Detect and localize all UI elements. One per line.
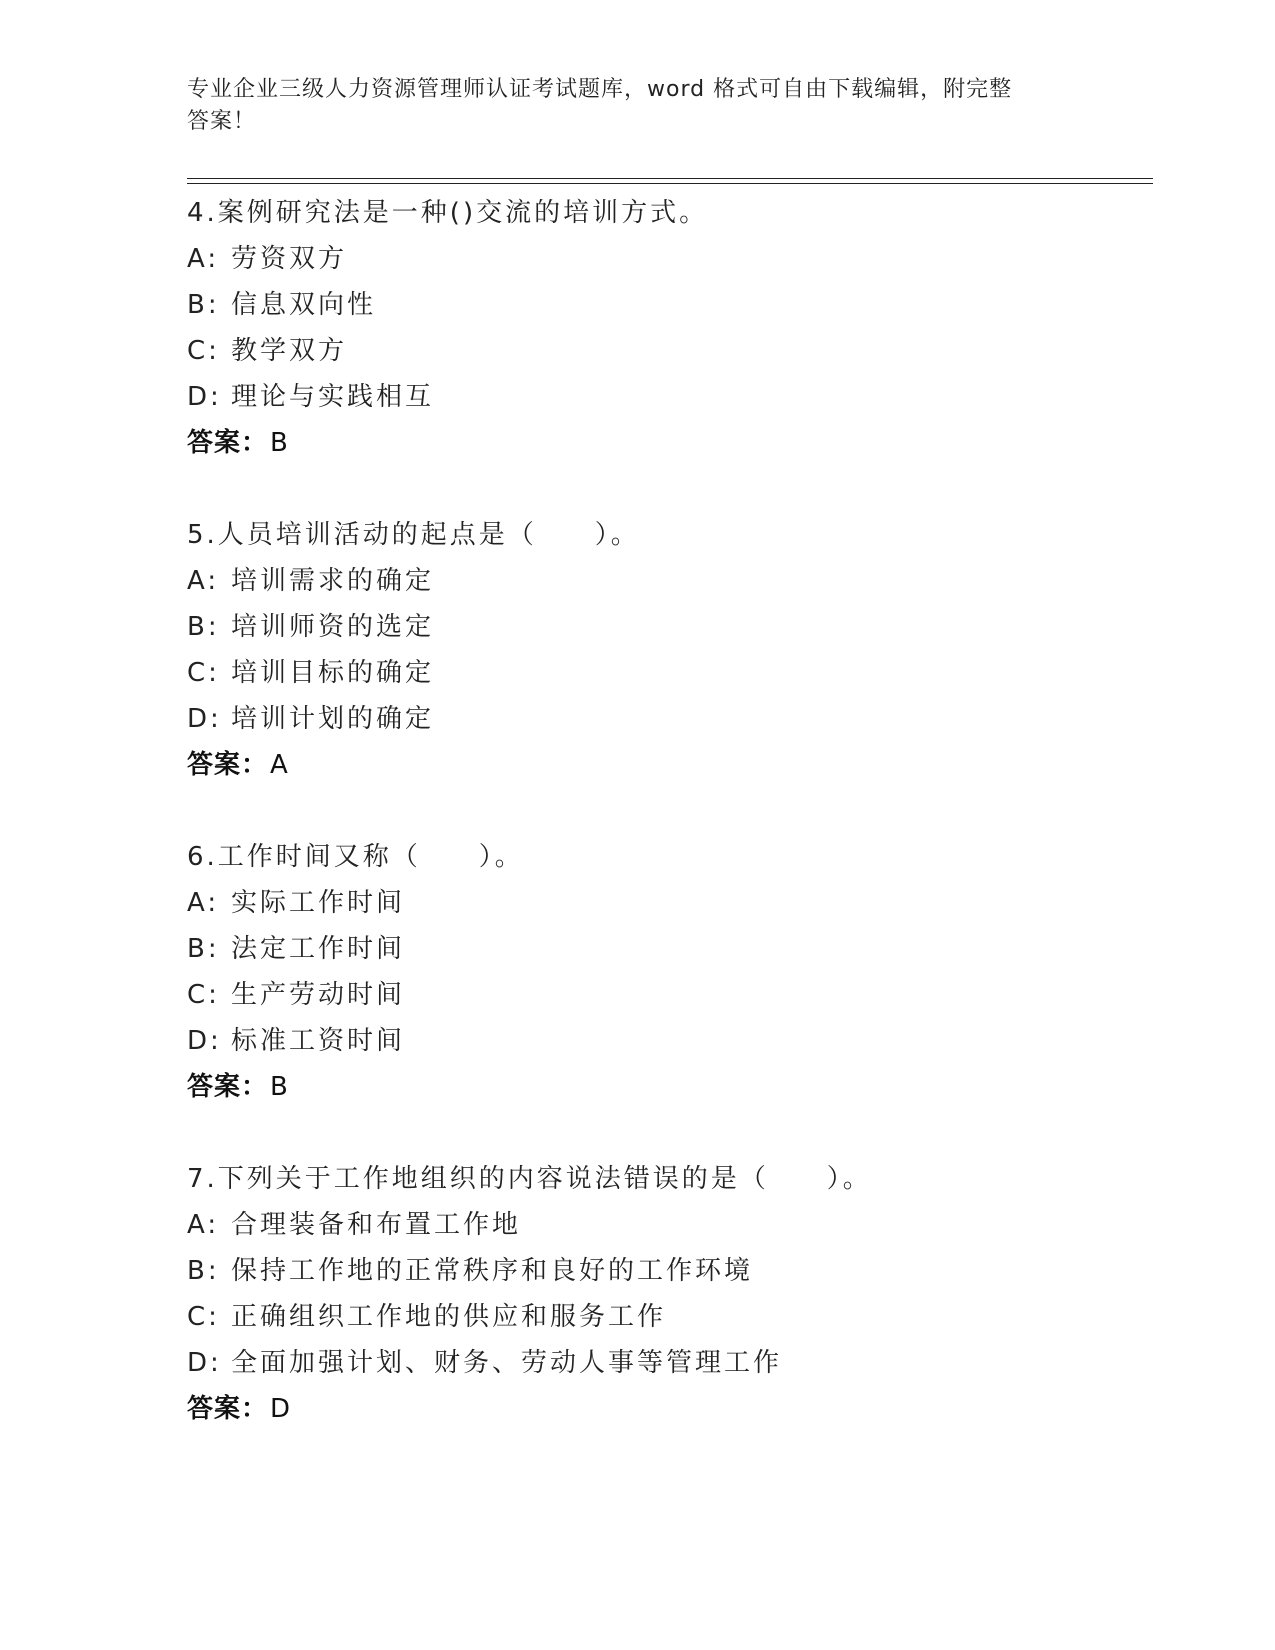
question-7 xyxy=(187,1156,1147,1432)
answer-label: 答案： xyxy=(187,1072,269,1102)
option-key: D: xyxy=(187,1026,222,1056)
option-key: D: xyxy=(187,704,222,734)
option-text: 培训目标的确定 xyxy=(231,658,435,688)
option-key: A: xyxy=(187,244,220,274)
option-b xyxy=(187,1248,1147,1294)
question-list xyxy=(187,190,1147,1432)
option-b xyxy=(187,926,1147,972)
option-text: 保持工作地的正常秩序和良好的工作环境 xyxy=(231,1256,754,1286)
question-5 xyxy=(187,512,1147,788)
option-text: 合理装备和布置工作地 xyxy=(231,1210,522,1240)
option-text: 信息双向性 xyxy=(231,290,377,320)
option-key: C: xyxy=(187,980,220,1010)
question-stem: 4.案例研究法是一种()交流的培训方式。 xyxy=(187,198,709,228)
option-key: B: xyxy=(187,1256,220,1286)
header-divider-top xyxy=(187,178,1153,179)
option-d xyxy=(187,1018,1147,1064)
option-text: 理论与实践相互 xyxy=(231,382,435,412)
answer-line xyxy=(187,1064,1147,1110)
option-key: B: xyxy=(187,934,220,964)
header-line-2: 答案！ xyxy=(187,109,257,134)
header-divider-bottom xyxy=(187,183,1153,184)
option-text: 标准工资时间 xyxy=(231,1026,406,1056)
answer-line xyxy=(187,420,1147,466)
question-stem: 6.工作时间又称（ ）。 xyxy=(187,842,524,872)
document-header xyxy=(187,74,1087,138)
option-d xyxy=(187,1340,1147,1386)
option-text: 全面加强计划、财务、劳动人事等管理工作 xyxy=(231,1348,783,1378)
option-text: 教学双方 xyxy=(231,336,348,366)
option-text: 正确组织工作地的供应和服务工作 xyxy=(231,1302,667,1332)
option-key: D: xyxy=(187,1348,222,1378)
answer-value: B xyxy=(270,1072,289,1102)
option-c xyxy=(187,1294,1147,1340)
option-a xyxy=(187,558,1147,604)
option-key: C: xyxy=(187,1302,220,1332)
question-6 xyxy=(187,834,1147,1110)
question-stem: 5.人员培训活动的起点是（ ）。 xyxy=(187,520,640,550)
option-key: A: xyxy=(187,1210,220,1240)
option-b xyxy=(187,604,1147,650)
option-text: 实际工作时间 xyxy=(231,888,406,918)
option-c xyxy=(187,328,1147,374)
option-c xyxy=(187,972,1147,1018)
option-key: A: xyxy=(187,566,220,596)
option-key: B: xyxy=(187,290,220,320)
option-d xyxy=(187,696,1147,742)
answer-value: A xyxy=(270,750,289,780)
option-text: 生产劳动时间 xyxy=(231,980,406,1010)
option-a xyxy=(187,236,1147,282)
option-key: A: xyxy=(187,888,220,918)
option-c xyxy=(187,650,1147,696)
option-text: 培训师资的选定 xyxy=(231,612,435,642)
answer-line xyxy=(187,1386,1147,1432)
question-stem: 7.下列关于工作地组织的内容说法错误的是（ ）。 xyxy=(187,1164,872,1194)
option-key: C: xyxy=(187,336,220,366)
question-4 xyxy=(187,190,1147,466)
option-d xyxy=(187,374,1147,420)
option-key: C: xyxy=(187,658,220,688)
header-line-1: 专业企业三级人力资源管理师认证考试题库，word 格式可自由下载编辑，附完整 xyxy=(187,77,1013,102)
option-text: 法定工作时间 xyxy=(231,934,406,964)
option-b xyxy=(187,282,1147,328)
answer-value: B xyxy=(270,428,289,458)
option-text: 培训需求的确定 xyxy=(231,566,435,596)
answer-label: 答案： xyxy=(187,1394,269,1424)
answer-line xyxy=(187,742,1147,788)
option-key: D: xyxy=(187,382,222,412)
answer-label: 答案： xyxy=(187,428,269,458)
option-key: B: xyxy=(187,612,220,642)
answer-label: 答案： xyxy=(187,750,269,780)
option-text: 培训计划的确定 xyxy=(231,704,435,734)
option-text: 劳资双方 xyxy=(231,244,348,274)
option-a xyxy=(187,1202,1147,1248)
answer-value: D xyxy=(270,1394,292,1424)
option-a xyxy=(187,880,1147,926)
